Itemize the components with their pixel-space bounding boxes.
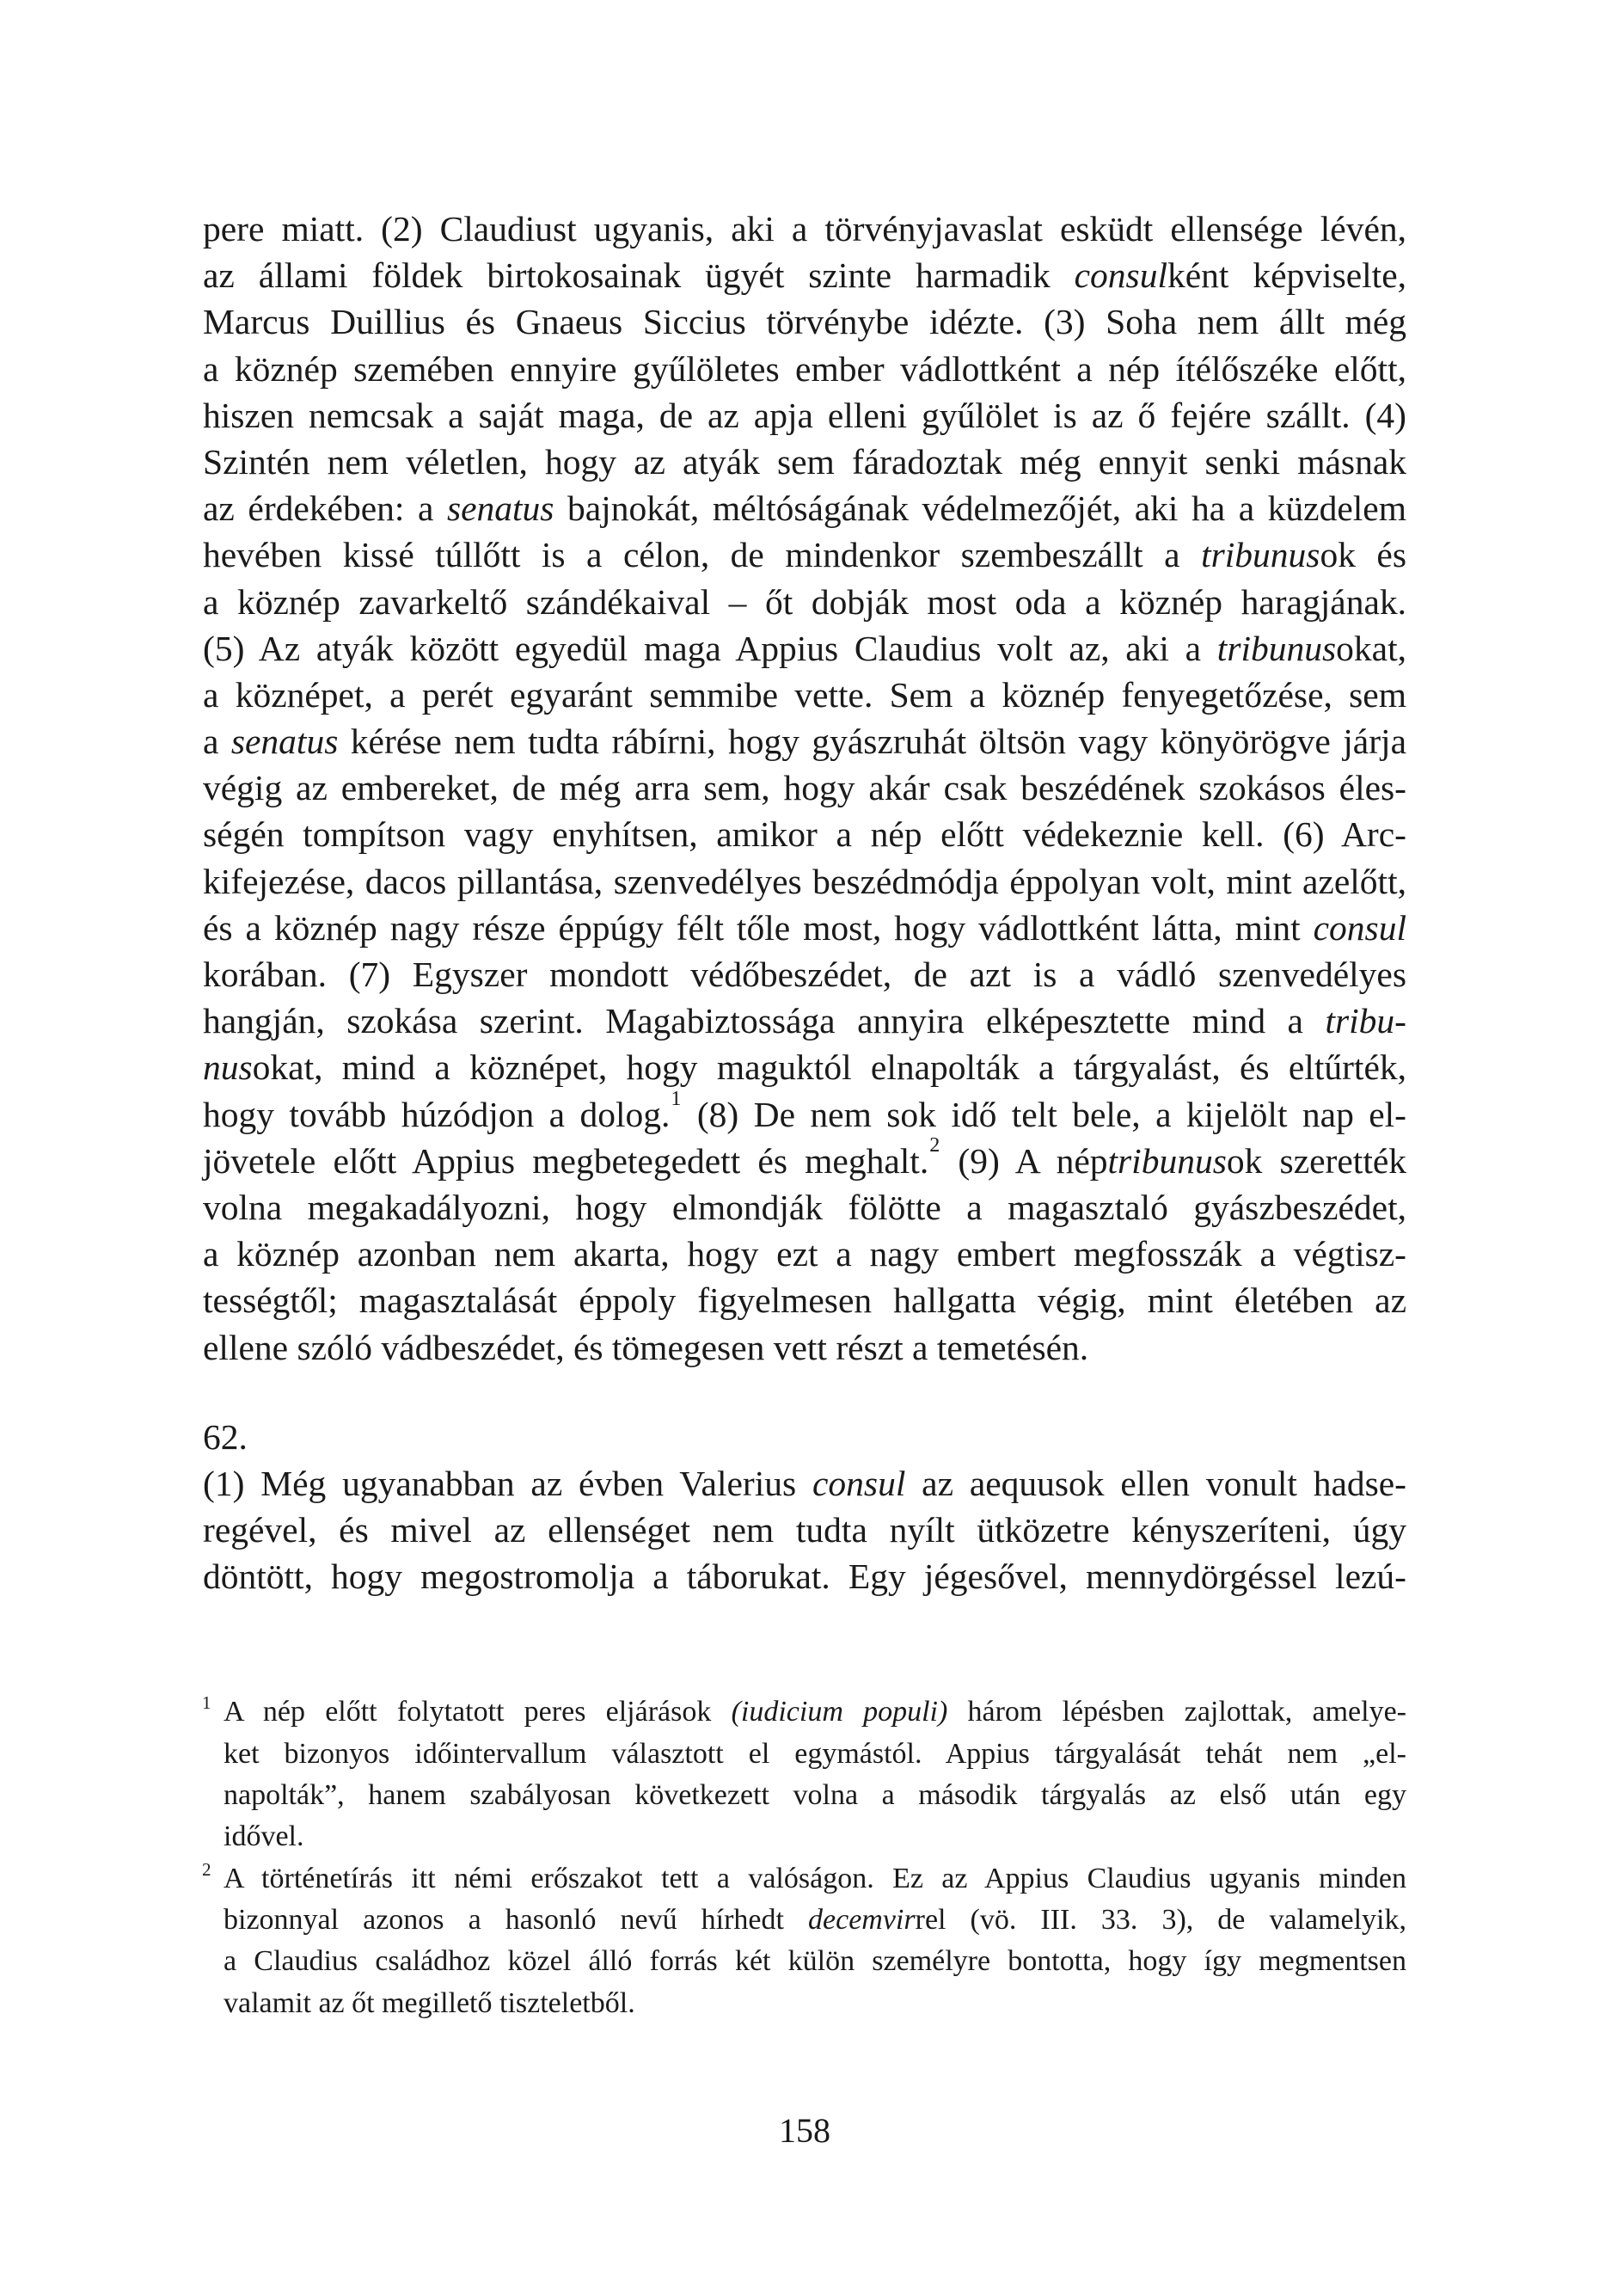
page-number: 158 <box>779 2111 830 2150</box>
text-line <box>224 1734 1406 1775</box>
text-segment: kifejezése, dacos pillantása, szenvedélyes beszédmódja éppolyan volt, mint azelőtt, <box>203 861 1406 901</box>
text-segment: ként képviselte, <box>1167 255 1406 296</box>
text-segment: és a köznép nagy része éppúgy félt tőle most, hogy vádlottként látta, mint <box>203 907 1314 948</box>
text-line <box>203 1507 1406 1553</box>
text-line <box>203 579 1406 625</box>
text-segment: döntött, hogy megostromolja a táborukat. Egy jégesővel, mennydörgéssel lezú- <box>203 1556 1406 1597</box>
text-line <box>203 1231 1406 1277</box>
main-text-column <box>202 206 1407 2150</box>
text-segment: a köznép szemében ennyire gyűlöletes ember vádlottként a nép ítélőszéke előtt, <box>203 348 1406 389</box>
text-line <box>203 1324 1406 1371</box>
text-line <box>224 1775 1406 1816</box>
text-line <box>203 905 1406 951</box>
text-segment: a köznépet, a perét egyaránt semmibe vette. Sem a köznép fenyegetőzése, sem <box>203 674 1406 715</box>
text-segment: napolták”, hanem szabályosan következett volna a második tárgyalás az első után egy <box>224 1779 1406 1812</box>
text-line <box>203 252 1406 298</box>
italic-text: senatus <box>446 488 554 529</box>
text-line <box>203 1277 1406 1323</box>
text-line <box>203 625 1406 672</box>
text-segment: ket bizonyos időintervallum választott el egymástól. Appius tárgyalását tehát nem „el- <box>224 1737 1406 1770</box>
section-heading-62: 62. <box>203 1416 248 1457</box>
italic-text: (iudicium populi) <box>731 1696 948 1728</box>
text-segment: bajnokát, méltóságának védelmezőjét, aki ha a küzdelem <box>554 488 1406 529</box>
footnote-reference: 2 <box>929 1133 940 1157</box>
text-line <box>203 764 1406 811</box>
italic-text: senatus <box>230 721 339 762</box>
text-segment: ellene szóló vádbeszédet, és tömegesen vett részt a temetésén. <box>203 1327 1089 1367</box>
italic-text: consul <box>1074 255 1167 296</box>
text-line <box>203 1460 1406 1507</box>
italic-text: tribunus <box>1107 1140 1227 1181</box>
text-segment: A történetírás itt némi erőszakot tett a valóságon. Ez az Appius Claudius ugyanis minden <box>224 1862 1406 1894</box>
text-segment: korában. (7) Egyszer mondott védőbeszédet, de azt is a vádló szenvedélyes <box>203 955 1406 994</box>
text-segment: (9) A nép <box>940 1140 1108 1181</box>
text-segment: (8) De nem sok idő telt bele, a kijelölt nap el- <box>682 1094 1407 1134</box>
text-line <box>202 1858 1406 1900</box>
text-line <box>203 485 1406 531</box>
text-segment: a köznép azonban nem akarta, hogy ezt a nagy embert megfosszák a végtisz- <box>203 1234 1406 1274</box>
text-line <box>203 1044 1406 1090</box>
italic-text: tribu- <box>1325 1001 1406 1041</box>
text-line <box>203 439 1406 485</box>
text-line <box>224 1941 1406 1982</box>
text-segment: okat, mind a köznépet, hogy maguktól elnapolták a tárgyalást, és eltűrték, <box>252 1047 1406 1088</box>
text-segment: a Claudius családhoz közel álló forrás két külön személyre bontotta, hogy így megmentsen <box>224 1945 1406 1978</box>
text-line <box>203 531 1406 578</box>
text-segment: az érdekében: a <box>203 488 447 529</box>
text-segment: ok szerették <box>1226 1140 1407 1181</box>
text-segment: három lépésben zajlottak, amelye- <box>947 1696 1406 1728</box>
text-line <box>203 811 1406 857</box>
footnotes-block <box>203 1691 1406 2023</box>
italic-text: tribunus <box>1216 628 1337 668</box>
text-segment: kérése nem tudta rábírni, hogy gyászruhát öltsön vagy könyörögve járja <box>338 721 1406 762</box>
text-segment: pere miatt. (2) Claudiust ugyanis, aki a törvényjavaslat esküdt ellensége lévén, <box>203 209 1406 249</box>
footnote-1 <box>202 1691 1406 1857</box>
text-segment: Marcus Duillius és Gnaeus Siccius törvénybe idézte. (3) Soha nem állt még <box>203 302 1406 342</box>
text-segment: hiszen nemcsak a saját maga, de az apja elleni gyűlölet is az ő fejére szállt. (4) <box>203 395 1406 435</box>
text-segment: Szintén nem véletlen, hogy az atyák sem fáradoztak még ennyit senki másnak <box>203 441 1406 482</box>
italic-text: tribunus <box>1201 535 1320 575</box>
text-segment: hevében kissé túllőtt is a célon, de mindenkor szembeszállt a <box>203 535 1202 575</box>
text-line <box>203 951 1406 998</box>
text-segment: végig az embereket, de még arra sem, hogy akár csak beszédének szokásos éles- <box>203 768 1406 808</box>
text-segment: ségén tompítson vagy enyhítsen, amikor a nép előtt védekeznie kell. (6) Arc- <box>203 814 1406 855</box>
footnote-2 <box>202 1858 1407 2024</box>
text-line <box>224 1816 1406 1857</box>
paragraph-chapter-61 <box>203 206 1406 1371</box>
text-segment: a <box>203 721 231 762</box>
text-segment: az állami földek birtokosainak ügyét szinte harmadik <box>203 255 1075 296</box>
text-segment: okat, <box>1336 628 1406 668</box>
text-line <box>203 1553 1406 1599</box>
italic-text: decemvir <box>808 1903 916 1936</box>
text-segment: rel (vö. III. 33. 3), de valamelyik, <box>915 1903 1407 1936</box>
text-line <box>203 858 1406 905</box>
footnote-marker: 1 <box>202 1692 211 1714</box>
text-segment: hogy tovább húzódjon a dolog. <box>203 1094 671 1134</box>
text-segment: volna megakadályozni, hogy elmondják fölötte a magasztaló gyászbeszédet, <box>203 1187 1406 1227</box>
text-segment: bizonnyal azonos a hasonló nevű hírhedt <box>224 1903 809 1936</box>
text-line <box>203 1184 1406 1231</box>
text-line <box>203 392 1406 439</box>
text-line <box>203 298 1406 345</box>
text-segment: A nép előtt folytatott peres eljárások <box>224 1696 732 1728</box>
text-segment: idővel. <box>224 1820 304 1853</box>
text-segment: hangján, szokása szerint. Magabiztossága annyira elképesztette mind a <box>203 1001 1326 1041</box>
text-segment: (5) Az atyák között egyedül maga Appius Claudius volt az, aki a <box>203 628 1217 668</box>
italic-text: consul <box>1313 907 1406 948</box>
text-segment: a köznép zavarkeltő szándékaival – őt dobják most oda a köznép haragjának. <box>203 581 1406 622</box>
text-segment: regével, és mivel az ellenséget nem tudta nyílt ütközetre kényszeríteni, úgy <box>203 1510 1406 1550</box>
text-segment: (1) Még ugyanabban az évben Valerius <box>203 1463 812 1503</box>
text-line <box>203 1133 1407 1184</box>
text-line <box>202 1691 1406 1733</box>
italic-text: consul <box>812 1463 906 1503</box>
text-segment: tességtől; magasztalását éppoly figyelmesen hallgatta végig, mint életében az <box>203 1280 1406 1321</box>
text-line <box>203 206 1406 252</box>
text-line <box>203 1087 1407 1138</box>
text-segment: jövetele előtt Appius megbetegedett és meghalt. <box>203 1140 929 1181</box>
text-segment: az aequusok ellen vonult hadse- <box>905 1463 1406 1503</box>
text-line <box>203 718 1406 764</box>
text-line <box>203 672 1406 718</box>
footnote-reference: 1 <box>671 1087 682 1110</box>
text-line <box>203 998 1406 1044</box>
footnote-marker: 2 <box>202 1858 211 1880</box>
text-line <box>224 1900 1406 1941</box>
text-line <box>203 346 1406 392</box>
text-segment: valamit az őt megillető tiszteletből. <box>224 1986 635 2019</box>
text-line <box>224 1983 1406 2024</box>
italic-text: nus <box>203 1047 253 1088</box>
paragraph-chapter-62 <box>203 1460 1406 1600</box>
text-segment: ok és <box>1320 535 1406 575</box>
